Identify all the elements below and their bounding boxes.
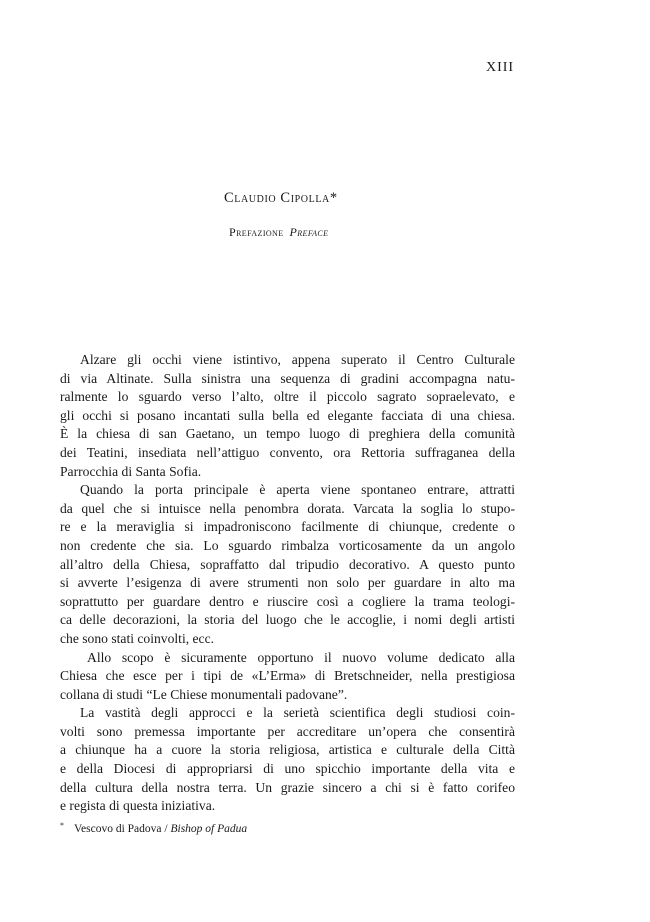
text-line: ralmente lo sguardo verso l’alto, oltre il piccolo sagrato sopraelevato, e xyxy=(60,389,515,405)
section-title-it: Prefazione xyxy=(229,225,284,239)
text-line: ca delle decorazioni, la storia del luogo che le accoglie, i nomi degli artisti xyxy=(60,612,515,628)
text-line: e regista di questa iniziativa. xyxy=(60,798,216,814)
section-title-en: Preface xyxy=(289,225,329,239)
text-line: collana di studi “Le Chiese monumentali padovane”. xyxy=(60,686,348,702)
text-line: dei Teatini, insediata nell’attiguo convento, ora Rettoria suffraganea della xyxy=(60,444,515,460)
footnote-mark: * xyxy=(60,821,64,830)
text-line: gli occhi si posano incantati sulla bella ed elegante facciata di una chiesa. xyxy=(60,407,515,423)
section-title xyxy=(229,225,328,240)
text-line: Alzare gli occhi viene istintivo, appena superato il Centro Culturale xyxy=(80,352,515,367)
paragraph xyxy=(60,351,515,481)
text-line: È la chiesa di san Gaetano, un tempo luogo di preghiera della comunità xyxy=(60,426,515,442)
text-line: Parrocchia di Santa Sofia. xyxy=(60,463,202,479)
text-line: La vastità degli approcci e la serietà scientifica degli studiosi coin- xyxy=(80,705,515,721)
author-name: Claudio Cipolla* xyxy=(224,190,338,206)
text-line: da quel che si intuisce nella penombra dorata. Varcata la soglia lo stupo- xyxy=(60,500,515,516)
text-line: e della Diocesi di appropriarsi di uno spicchio importante della vita e xyxy=(60,761,515,777)
text-line: volti sono premessa importante per accreditare un’opera che consentirà xyxy=(60,723,515,739)
paragraph xyxy=(60,704,515,816)
text-line: a chiunque ha a cuore la storia religiosa, artistica e culturale della Città xyxy=(60,742,515,758)
text-line: all’altro della Chiesa, sopraffatto dal tripudio decorativo. A questo punto xyxy=(60,556,515,572)
page-number: XIII xyxy=(486,60,515,75)
footnote-text-it: Vescovo di Padova / xyxy=(74,823,168,835)
paragraph xyxy=(60,649,515,705)
body-text xyxy=(60,351,515,816)
text-line: si avverte l’esigenza di avere strumenti non solo per guardare in alto ma xyxy=(60,575,515,591)
text-line: di via Altinate. Sulla sinistra una sequenza di gradini accompagna natu- xyxy=(60,370,515,386)
footnote-text-en: Bishop of Padua xyxy=(170,823,248,835)
text-line: non credente che sia. Lo sguardo rimbalza vorticosamente da un angolo xyxy=(60,537,515,553)
text-line: Allo scopo è sicuramente opportuno il nuovo volume dedicato alla xyxy=(87,649,515,665)
text-line: Chiesa che esce per i tipi de «L’Erma» di Bretschneider, nella prestigiosa xyxy=(60,668,515,684)
text-line: che sono stati coinvolti, ecc. xyxy=(60,630,215,646)
text-line: Quando la porta principale è aperta viene spontaneo entrare, attratti xyxy=(80,482,515,498)
footnote xyxy=(60,821,247,835)
text-line: soprattutto per guardare dentro e riuscire così a cogliere la trama teologi- xyxy=(60,593,515,609)
text-line: re e la meraviglia si impadroniscono facilmente di chiunque, credente o xyxy=(60,519,515,535)
paragraph xyxy=(60,481,515,648)
text-line: della cultura della nostra terra. Un grazie sincero a chi si è fatto corifeo xyxy=(60,779,515,795)
